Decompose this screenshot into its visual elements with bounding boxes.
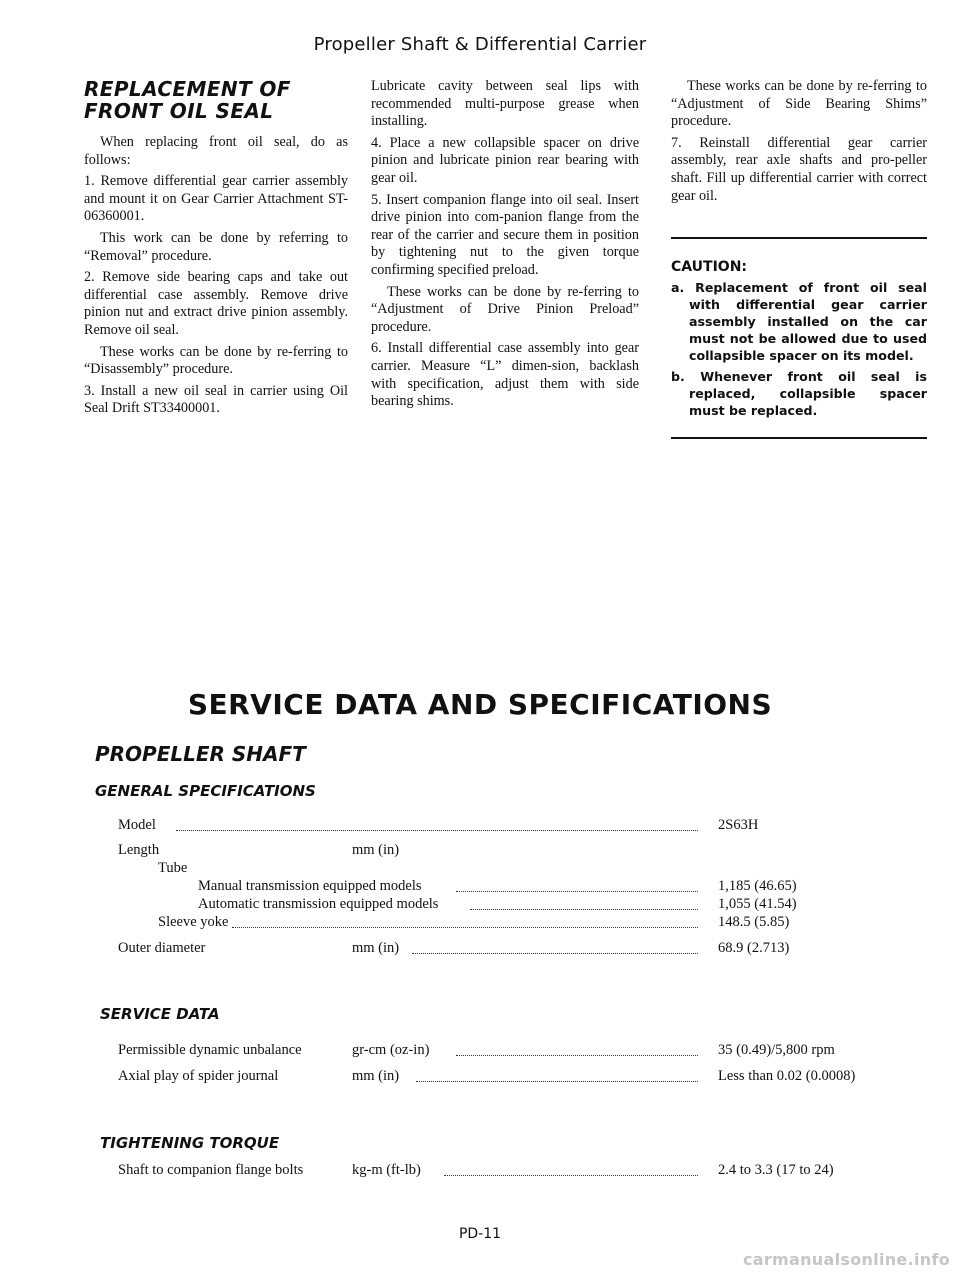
spec-value: 35 (0.49)/5,800 rpm: [718, 1042, 835, 1058]
step-3: 3. Install a new oil seal in carrier using Oil Seal Drift ST33400001.: [84, 382, 348, 417]
column-left: [84, 78, 348, 422]
step-5: 5. Insert companion flange into oil seal. Insert drive pinion into com-panion flange from the rear of the carrier and secure them in position by tightening nut to the given torque confirming specified preload.: [371, 191, 639, 278]
section-title-front-oil-seal: [84, 78, 348, 122]
dot-leader: [412, 938, 698, 954]
caution-title: CAUTION:: [671, 259, 748, 276]
service-data-title: SERVICE DATA AND SPECIFICATIONS: [187, 688, 773, 721]
watermark: carmanualsonline.info: [742, 1250, 950, 1269]
general-specifications-heading: GENERAL SPECIFICATIONS: [95, 782, 316, 800]
spec-unit: mm (in): [352, 1068, 400, 1084]
spec-row-automatic: [0, 894, 960, 914]
step-7: 7. Reinstall differential gear carrier assembly, rear axle shafts and pro-peller shaft. Fill up differential carrier with correct gear oil.: [671, 134, 927, 204]
spec-value: Less than 0.02 (0.0008): [718, 1068, 856, 1084]
spec-row-tube: [0, 858, 960, 878]
spec-label: Tube: [158, 860, 188, 876]
spec-row-axial-play: [0, 1066, 960, 1086]
spec-label: Model: [118, 817, 156, 833]
spec-label: Outer diameter: [118, 940, 206, 956]
spec-unit: mm (in): [352, 842, 400, 858]
spec-value: 68.9 (2.713): [718, 940, 790, 956]
paragraph: When replacing front oil seal, do as follows:: [84, 134, 348, 168]
spec-value: 148.5 (5.85): [718, 914, 790, 930]
caution-box: [671, 237, 927, 439]
column-middle: [371, 78, 639, 415]
paragraph: Lubricate cavity between seal lips with recommended multi-purpose grease when installing.: [371, 78, 639, 130]
column-right: [671, 78, 927, 439]
spec-row-sleeve-yoke: [0, 912, 960, 932]
paragraph: These works can be done by re-ferring to “Disassembly” procedure.: [84, 343, 348, 378]
step-4: 4. Place a new collapsible spacer on drive pinion and lubricate pinion rear bearing with gear oil.: [371, 134, 639, 186]
spec-row-length: [0, 840, 960, 860]
spec-value: 1,055 (41.54): [718, 896, 797, 912]
dot-leader: [176, 815, 698, 831]
spec-value: 2S63H: [718, 817, 759, 833]
spec-unit: kg-m (ft-lb): [352, 1162, 421, 1178]
spec-row-flange-bolts: [0, 1160, 960, 1180]
paragraph: These works can be done by re-ferring to “Adjustment of Side Bearing Shims” procedure.: [671, 78, 927, 130]
tightening-torque-heading: TIGHTENING TORQUE: [100, 1134, 280, 1152]
spec-row-dynamic-unbalance: [0, 1040, 960, 1060]
spec-label: Shaft to companion flange bolts: [118, 1162, 304, 1178]
dot-leader: [470, 894, 698, 910]
spec-row-manual: [0, 876, 960, 896]
spec-label: Axial play of spider journal: [118, 1068, 279, 1084]
dot-leader: [416, 1066, 698, 1082]
caution-item-b: b. Whenever front oil seal is replaced, collapsible spacer must be replaced.: [671, 368, 927, 418]
spec-value: 2.4 to 3.3 (17 to 24): [718, 1162, 834, 1178]
page-number: PD-11: [458, 1226, 502, 1242]
paragraph: This work can be done by referring to “Removal” procedure.: [84, 229, 348, 264]
dot-leader: [232, 912, 698, 928]
paragraph: These works can be done by re-ferring to “Adjustment of Drive Pinion Preload” procedure.: [371, 283, 639, 335]
spec-unit: gr-cm (oz-in): [352, 1042, 430, 1058]
spec-label: Sleeve yoke: [158, 914, 229, 930]
spec-row-outer-diameter: [0, 938, 960, 958]
dot-leader: [456, 1040, 698, 1056]
dot-leader: [456, 876, 698, 892]
propeller-shaft-heading: PROPELLER SHAFT: [95, 742, 306, 766]
step-1: 1. Remove differential gear carrier assembly and mount it on Gear Carrier Attachment ST-06360001.: [84, 173, 348, 225]
service-data-heading: SERVICE DATA: [100, 1005, 220, 1023]
section-title-line-1: REPLACEMENT OF: [84, 77, 291, 101]
step-2: 2. Remove side bearing caps and take out differential case assembly. Remove drive pinion nut and extract drive pinion assembly. Remove oil seal.: [84, 269, 348, 338]
spec-label: Automatic transmission equipped models: [198, 896, 439, 912]
spec-value: 1,185 (46.65): [718, 878, 797, 894]
spec-label: Length: [118, 842, 160, 858]
caution-item-a: a. Replacement of front oil seal with differential gear carrier assembly installed on the car must not be allowed due to used collapsible spacer on its model.: [671, 279, 927, 363]
page-header: Propeller Shaft & Differential Carrier: [313, 34, 647, 55]
spec-label: Permissible dynamic unbalance: [118, 1042, 302, 1058]
spec-row-model: [0, 815, 960, 835]
spec-unit: mm (in): [352, 940, 400, 956]
section-title-line-2: FRONT OIL SEAL: [84, 99, 274, 123]
spec-label: Manual transmission equipped models: [198, 878, 422, 894]
step-6: 6. Install differential case assembly into gear carrier. Measure “L” dimen-sion, backlash with specification, adjust them with side bearing shims.: [371, 340, 639, 410]
dot-leader: [444, 1160, 698, 1176]
